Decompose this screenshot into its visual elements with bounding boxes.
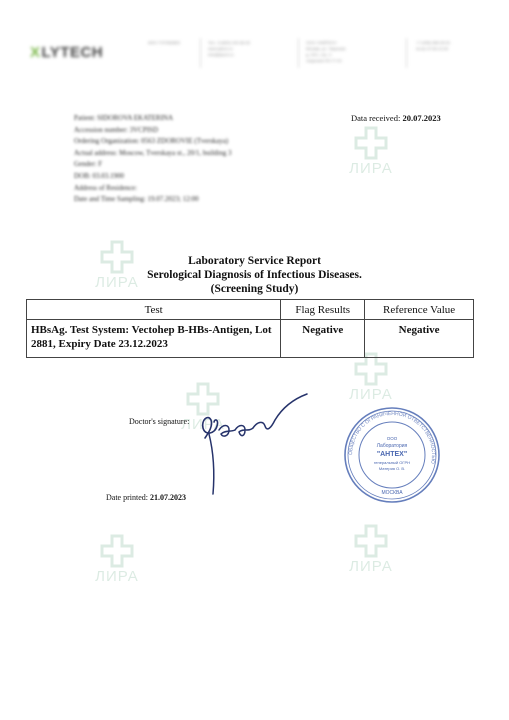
header-line: info@lytech.ru	[208, 52, 234, 57]
date-printed	[106, 493, 186, 502]
column-header-flag: Flag Results	[281, 300, 365, 320]
date-received-label: Data received:	[351, 113, 403, 123]
header-line: ИНН 7707083893	[148, 40, 181, 45]
date-printed-value: 21.07.2023	[149, 493, 186, 502]
logo-text: LYTECH	[41, 44, 104, 61]
handwritten-signature	[195, 390, 325, 500]
column-header-test: Test	[27, 300, 281, 320]
header-line: д. 20/1, стр. 3	[306, 52, 332, 57]
watermark-text: ЛИРА	[181, 416, 225, 433]
report-title-line: Serological Diagnosis of Infectious Diseases.	[147, 269, 362, 281]
company-logo	[30, 44, 103, 61]
stamp-line: Лаборатория	[376, 443, 408, 449]
watermark	[340, 126, 400, 186]
report-title-line: (Screening Study)	[210, 283, 299, 295]
logo-mark: X	[30, 44, 41, 61]
reference-value-cell: Negative	[365, 320, 474, 358]
watermark-text: ЛИРА	[95, 568, 139, 585]
header-line: www.lytech.ru	[208, 46, 233, 51]
header-col-1	[148, 40, 180, 46]
doctor-signature-label: Doctor's signature:	[129, 417, 190, 426]
header-line: ООО «ЛАЙТЕХ»	[306, 40, 337, 45]
stamp-company-name: "AНТЕХ"	[376, 451, 408, 458]
header-line: +7 (495) 989-39-91	[416, 40, 451, 45]
watermark-text: ЛИРА	[349, 386, 393, 403]
stamp-city: МОСКВА	[381, 490, 403, 496]
test-name-cell: HBsAg. Test System: Vectohep B-HBs-Antigen, Lot 2881, Expiry Date 23.12.2023	[27, 320, 281, 358]
watermark	[340, 352, 400, 412]
header-divider	[200, 38, 201, 68]
table-header-row	[27, 300, 474, 320]
header-line: Москва, ул. Тверская	[306, 46, 346, 51]
patient-name: Patient: SIDOROVA EKATERINA	[74, 114, 174, 122]
report-title	[0, 254, 509, 296]
date-of-birth: DOB: 03.03.1900	[74, 171, 124, 180]
stamp-line: Материя О. В.	[378, 466, 406, 471]
stamp-ring-text: ОБЩЕСТВО С ОГРАНИЧЕННОЙ ОТВЕТСТВЕННОСТЬЮ	[347, 410, 437, 465]
actual-address: Actual address: Moscow, Tverskaya st., 20/1, building 3	[74, 148, 232, 157]
results-table	[26, 299, 474, 358]
watermark-cross-icon	[100, 534, 134, 568]
company-seal-stamp	[343, 406, 441, 504]
header-col-2	[208, 40, 250, 58]
watermark	[86, 534, 146, 594]
date-received-value: 20.07.2023	[402, 113, 441, 123]
header-line: Тел.: 8 (800) 100-36-33	[208, 40, 250, 45]
ordering-organization: Ordering Organization: 0563 ZDOROVIE (Tverskaya)	[74, 137, 229, 146]
watermark-text: ЛИРА	[349, 160, 393, 177]
header-col-4	[416, 40, 450, 52]
sampling-datetime: Date and Time Sampling: 19.07.2023; 12:00	[74, 195, 199, 204]
watermark-cross-icon	[354, 524, 388, 558]
gender: Gender: F	[74, 160, 103, 169]
table-row	[27, 320, 474, 358]
watermark-cross-icon	[354, 126, 388, 160]
residence-address: Address of Residence:	[74, 183, 137, 192]
watermark-text: ЛИРА	[95, 274, 139, 291]
header-divider	[298, 38, 299, 68]
header-divider	[406, 38, 407, 68]
stamp-line: генеральный ОГРН	[373, 460, 411, 465]
letterhead	[30, 36, 490, 76]
header-line: лицензия ЛО-77-01	[306, 58, 342, 63]
report-title-line: Laboratory Service Report	[188, 255, 321, 267]
column-header-reference: Reference Value	[365, 300, 474, 320]
date-received	[351, 113, 441, 123]
header-line: пн-вс 07:00-21:00	[416, 46, 449, 51]
patient-info	[74, 113, 231, 206]
header-col-3	[306, 40, 345, 64]
stamp-line: ООО	[386, 436, 398, 441]
watermark-text: ЛИРА	[349, 558, 393, 575]
date-printed-label: Date printed:	[106, 493, 150, 502]
flag-result-cell: Negative	[281, 320, 365, 358]
watermark	[340, 524, 400, 584]
accession-number: Accession number: 3VCPISD	[74, 125, 158, 134]
